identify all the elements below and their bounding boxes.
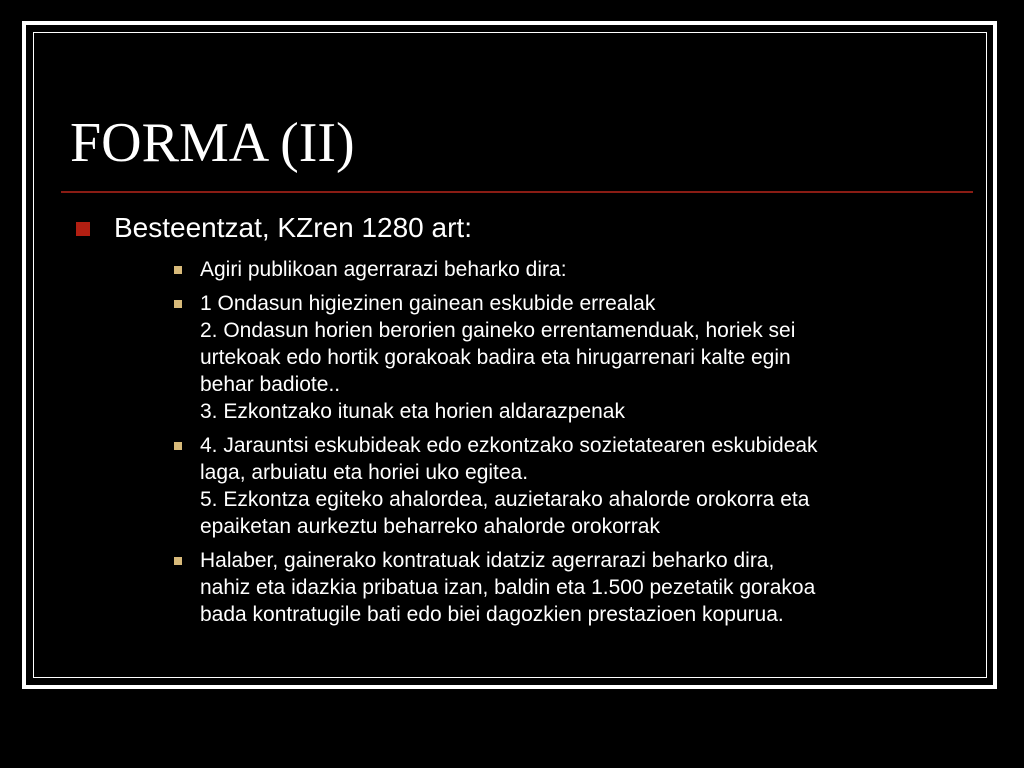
sub-bullet-line: Halaber, gainerako kontratuak idatziz agerrarazi beharko dira,	[200, 549, 775, 572]
square-bullet-icon	[174, 300, 182, 308]
sub-bullet-text	[200, 432, 818, 540]
title-divider	[61, 191, 973, 193]
sub-bullet-line: urtekoak edo hortik gorakoak badira eta hirugarrenari kalte egin	[200, 346, 791, 369]
sub-bullet-line: behar badiote..	[200, 373, 341, 396]
sub-bullet-line: 5. Ezkontza egiteko ahalordea, auzietarako ahalorde orokorra eta	[200, 488, 810, 511]
sub-bullet-line: nahiz eta idazkia pribatua izan, baldin eta 1.500 pezetatik gorakoa	[200, 576, 816, 599]
sub-bullet-text	[200, 256, 567, 283]
square-bullet-icon	[174, 442, 182, 450]
slide-title: FORMA (II)	[70, 112, 355, 174]
sub-bullet-line: laga, arbuiatu eta horiei uko egitea.	[200, 461, 529, 484]
sub-bullet-2	[174, 290, 970, 425]
bullet-level1-text: Besteentzat, KZren 1280 art:	[114, 212, 472, 243]
sub-bullet-line: bada kontratugile bati edo biei dagozkien prestazioen kopurua.	[200, 603, 784, 626]
sub-bullet-line: 2. Ondasun horien berorien gaineko errentamenduak, horiek sei	[200, 319, 796, 342]
square-bullet-icon	[174, 266, 182, 274]
bullet-level1	[70, 208, 970, 248]
square-bullet-icon	[76, 222, 90, 236]
sub-bullet-line: 3. Ezkontzako itunak eta horien aldarazpenak	[200, 400, 625, 423]
sub-bullet-text	[200, 290, 795, 425]
square-bullet-icon	[174, 557, 182, 565]
sub-bullet-text	[200, 547, 815, 628]
sub-bullet-line: 4. Jarauntsi eskubideak edo ezkontzako sozietatearen eskubideak	[200, 434, 818, 457]
sub-bullet-line: Agiri publikoan agerrarazi beharko dira:	[200, 258, 567, 281]
sub-bullet-3	[174, 432, 970, 540]
sub-bullet-line: epaiketan aurkeztu beharreko ahalorde orokorrak	[200, 515, 660, 538]
sub-bullet-1	[174, 256, 970, 283]
slide-content	[70, 208, 970, 635]
sub-bullet-4	[174, 547, 970, 628]
sub-bullet-line: 1 Ondasun higiezinen gainean eskubide errealak	[200, 292, 656, 315]
